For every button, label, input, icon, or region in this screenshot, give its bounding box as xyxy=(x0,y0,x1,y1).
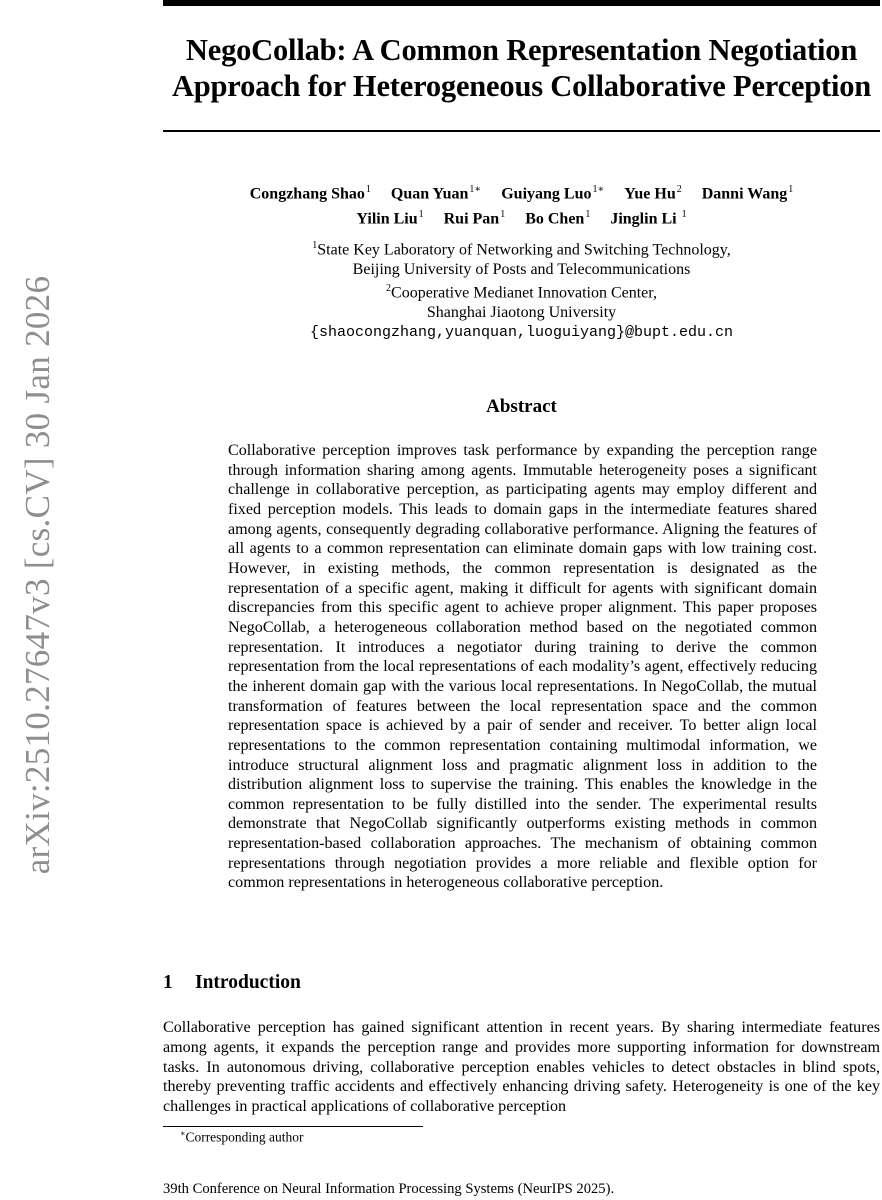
author: Danni Wang$^1$ xyxy=(701,184,794,203)
affiliation-univ-2: Shanghai Jiaotong University xyxy=(426,304,617,322)
title-bottom-rule xyxy=(163,130,880,132)
title-top-rule xyxy=(163,0,880,6)
contact-email[interactable]: {shaocongzhang,yuanquan,luoguiyang}@bupt.edu.cn xyxy=(309,323,734,341)
footnote: ∗Corresponding author xyxy=(180,1129,304,1145)
author: Bo Chen$^1$ xyxy=(525,209,591,228)
section-title: Introduction xyxy=(195,972,301,993)
paper-title xyxy=(163,32,880,104)
section-number: 1 xyxy=(163,972,173,993)
author-row-1 xyxy=(163,179,880,204)
intro-text: Collaborative perception has gained significant attention in recent years. By sharing intermediate features among agents, it expands the perception range and provides more supporting information for downstream tasks. In autonomous driving, collaborative perception enables vehicles to detect obstacles in blind spots, thereby preventing traffic accidents and effectively enhancing driving safety. Heterogeneity is one of the key challenges in practical applications of collaborative perception xyxy=(163,1019,880,1116)
title-line-1: NegoCollab: A Common Representation Negotiation xyxy=(185,33,858,67)
author: Yue Hu$^2$ xyxy=(624,184,682,203)
footnote-rule xyxy=(163,1126,423,1127)
author: Rui Pan$^1$ xyxy=(443,209,506,228)
abstract-text: Collaborative perception improves task performance by expanding the perception range through information sharing among agents. Immutable heterogeneity poses a significant challenge in collaborative perception, as participating agents may employ different and fixed perception models. This leads to domain gaps in the intermediate features shared among agents, consequently degrading collaborative performance. Aligning the features of all agents to a common representation can eliminate domain gaps with low training cost. However, in existing methods, the common representation is designated as the representation of a specific agent, making it difficult for agents with significant domain discrepancies from this specific agent to achieve proper alignment. This paper proposes NegoCollab, a heterogeneous collaboration method based on the negotiated common representation. It introduces a negotiator during training to derive the common representation from the local representations of each modality’s agent, effectively reducing the inherent domain gap with the various local representations. In NegoCollab, the mutual transformation of features between the local representation space and the common representation space is achieved by a pair of sender and receiver. To better align local representations to the common representation containing multimodal information, we introduce structural alignment loss and pragmatic alignment loss in addition to the distribution alignment loss to supervise the training. This enables the knowledge in the common representation to be fully distilled into the sender. The experimental results demonstrate that NegoCollab significantly outperforms existing methods in common representation-based collaboration approaches. The mechanism of obtaining common representations through negotiation provides a more reliable and flexible option for common representations in heterogeneous collaborative perception. xyxy=(228,442,817,892)
author: Jinglin Li $^1$ xyxy=(610,209,687,228)
affiliation-center: $^2$Cooperative Medianet Innovation Center, xyxy=(386,283,657,302)
section-heading xyxy=(163,972,301,994)
affiliation-lab: $^1$State Key Laboratory of Networking and Switching Technology, xyxy=(312,240,731,259)
affiliations xyxy=(163,236,880,342)
venue-footer: 39th Conference on Neural Information Processing Systems (NeurIPS 2025). xyxy=(163,1181,615,1197)
author-row-2 xyxy=(163,204,880,229)
author: Congzhang Shao$^1$ xyxy=(249,184,371,203)
arxiv-id[interactable]: arXiv:2510.27647v3 [cs.CV] 30 Jan 2026 xyxy=(18,275,57,875)
author: Guiyang Luo$^{1∗}$ xyxy=(501,184,605,203)
author: Yilin Liu$^1$ xyxy=(356,209,424,228)
abstract-heading: Abstract xyxy=(486,396,557,417)
author-list xyxy=(163,179,880,230)
title-line-2: Approach for Heterogeneous Collaborative Perception xyxy=(171,69,872,103)
affiliation-univ-1: Beijing University of Posts and Telecommunications xyxy=(352,260,691,278)
author: Quan Yuan$^{1∗}$ xyxy=(390,184,482,203)
